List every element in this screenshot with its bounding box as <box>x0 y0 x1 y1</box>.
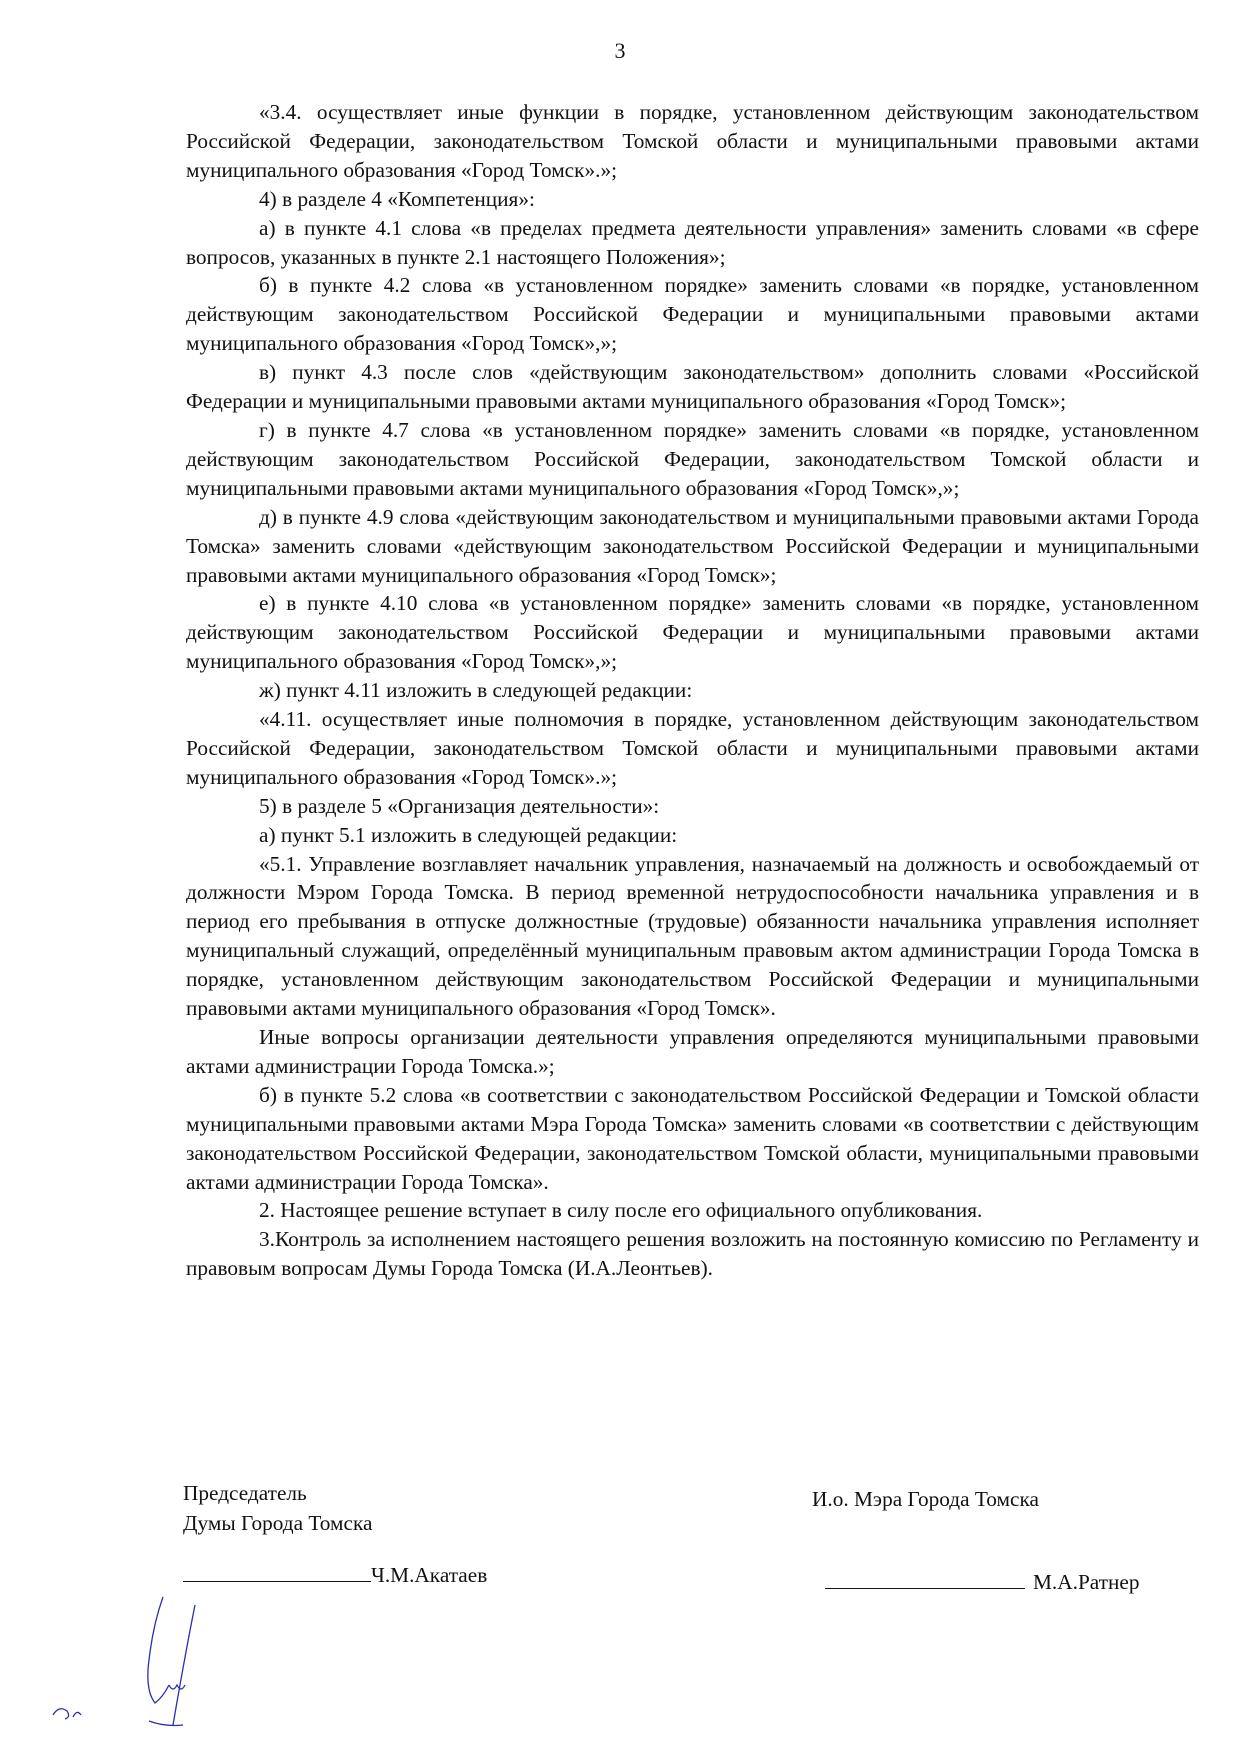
signatory-title-line: Думы Города Томска <box>183 1511 373 1535</box>
signature-line <box>825 1588 1025 1589</box>
paragraph: «3.4. осуществляет иные функции в порядке, установленном действующим законодательством Российской Федерации, законодательством Томской области и муниципальными правовыми актами муниципального образования «Город Томск».»; <box>186 100 1199 182</box>
paragraph: а) пункт 5.1 изложить в следующей редакции: <box>259 822 678 847</box>
signature-line <box>183 1581 371 1582</box>
paragraph: в) пункт 4.3 после слов «действующим законодательством» дополнить словами «Российской Федерации и муниципальными правовыми актами муниципального образования «Город Томск»; <box>186 360 1199 414</box>
paragraph: г) в пункте 4.7 слова «в установленном порядке» заменить словами «в порядке, установленном действующим законодательством Российской Федерации, законодательством Томской области и муниципальными правовыми актами муниципального образования «Город Томск»,»; <box>186 417 1199 500</box>
paragraph: д) в пункте 4.9 слова «действующим законодательством и муниципальными правовыми актами Города Томска» заменить словами «действующим законодательством Российской Федерации и муниципальными правовыми актами муниципального образования «Город Томск»; <box>186 504 1199 587</box>
page-number: 3 <box>614 38 626 63</box>
handwritten-initials <box>45 1585 235 1735</box>
paragraph: Иные вопросы организации деятельности управления определяются муниципальными правовыми актами администрации Города Томска.»; <box>186 1025 1199 1078</box>
signatory-name: Ч.М.Акатаев <box>371 1563 488 1587</box>
signatory-title-line: Председатель <box>183 1481 307 1505</box>
paragraph: 4) в разделе 4 «Компетенция»: <box>259 186 535 211</box>
paragraph: 2. Настоящее решение вступает в силу после его официального опубликования. <box>259 1198 983 1223</box>
paragraph: б) в пункте 5.2 слова «в соответствии с законодательством Российской Федерации и Томской области муниципальными правовыми актами Мэра Города Томска» заменить словами «в соответствии с действующим законодательством Российской Федерации, законодательством Томской области, муниципальными правовыми актами администрации Города Томска». <box>186 1082 1199 1194</box>
right-signature-block <box>825 1567 1140 1597</box>
paragraph: б) в пункте 4.2 слова «в установленном порядке» заменить словами «в порядке, установленном действующим законодательством Российской Федерации и муниципальными правовыми актами муниципального образования «Город Томск»,»; <box>186 273 1199 356</box>
paragraph: е) в пункте 4.10 слова «в установленном порядке» заменить словами «в порядке, установленном действующим законодательством Российской Федерации и муниципальными правовыми актами муниципального образования «Город Томск»,»; <box>186 591 1199 674</box>
paragraph: 3.Контроль за исполнением настоящего решения возложить на постоянную комиссию по Регламенту и правовым вопросам Думы Города Томска (И.А.Леонтьев). <box>186 1227 1199 1281</box>
paragraph: а) в пункте 4.1 слова «в пределах предмета деятельности управления» заменить словами «в сфере вопросов, указанных в пункте 2.1 настоящего Положения»; <box>186 215 1199 269</box>
signatory-name: М.А.Ратнер <box>1033 1570 1140 1594</box>
left-signatory-title <box>183 1478 372 1538</box>
paragraph: ж) пункт 4.11 изложить в следующей редакции: <box>259 678 693 703</box>
paragraph: 5) в разделе 5 «Организация деятельности»: <box>259 793 660 818</box>
paragraph: «4.11. осуществляет иные полномочия в порядке, установленном действующим законодательством Российской Федерации, законодательством Томской области и муниципальными правовыми актами муниципального образования «Город Томск».»; <box>186 707 1199 789</box>
document-body <box>186 98 1199 1283</box>
paragraph: «5.1. Управление возглавляет начальник управления, назначаемый на должность и освобождаемый от должности Мэром Города Томска. В период временной нетрудоспособности начальника управления и в период его пребывания в отпуске должностные (трудовые) обязанности начальника управления исполняет муниципальный служащий, определённый муниципальным правовым актом администрации Города Томска в порядке, установленном действующим законодательством Российской Федерации и муниципальными правовыми актами муниципального образования «Город Томск». <box>186 851 1199 1021</box>
right-signatory-title: И.о. Мэра Города Томска <box>812 1487 1039 1511</box>
